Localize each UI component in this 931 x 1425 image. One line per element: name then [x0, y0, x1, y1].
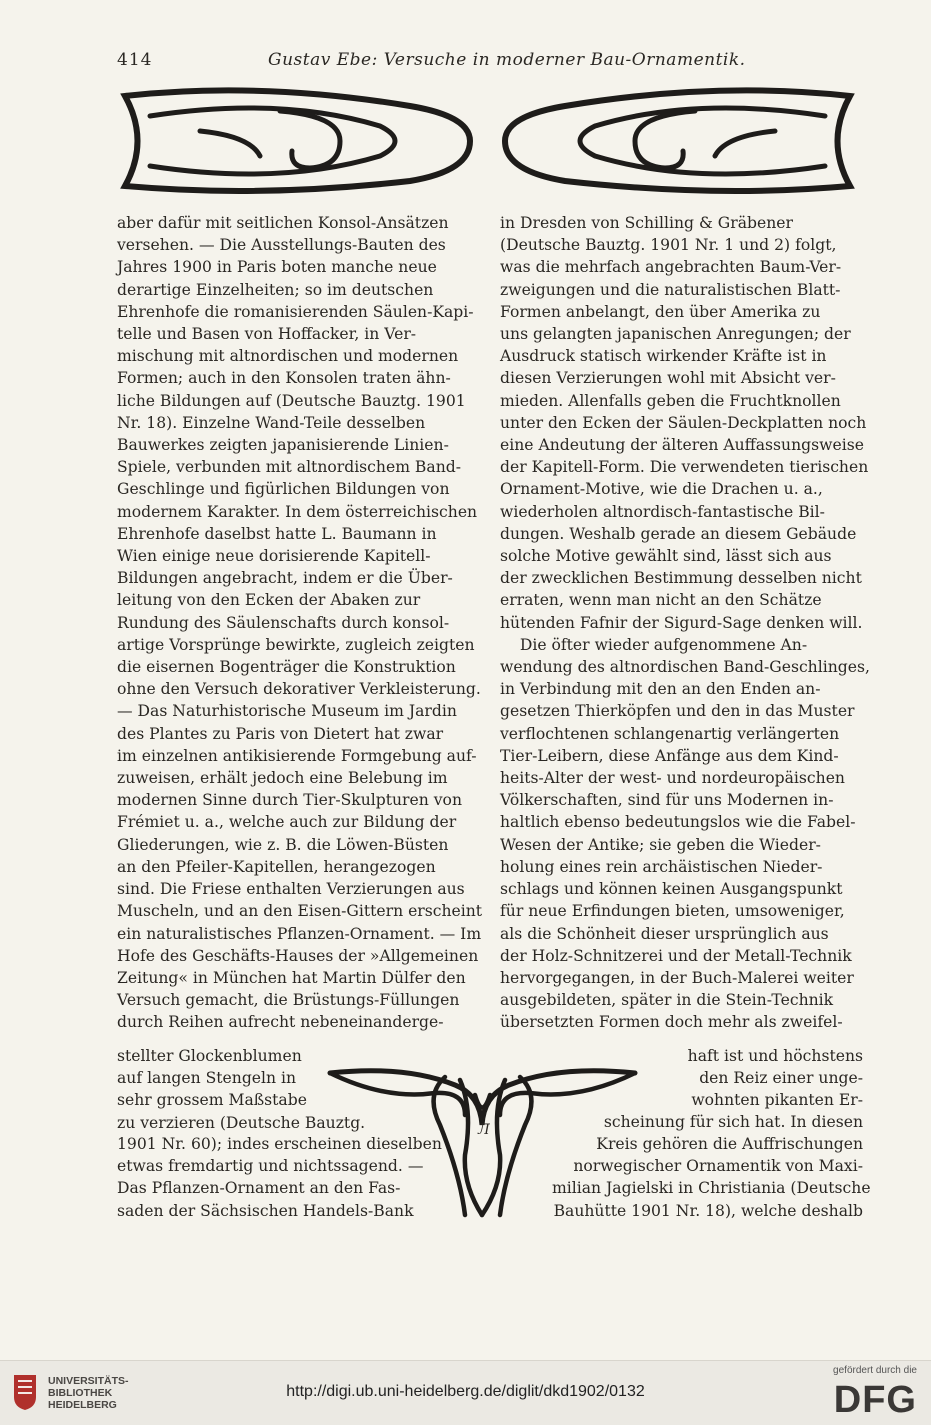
- text-line: hervorgegangen, in der Buch-Malerei weiter: [500, 968, 854, 987]
- running-title: Gustav Ebe: Versuche in moderner Bau-Ornamentik.: [268, 50, 746, 70]
- text-line: ein naturalistisches Pflanzen-Ornament. — Im: [117, 924, 482, 943]
- text-line: derartige Einzelheiten; so im deutschen: [117, 280, 434, 299]
- text-line: Gliederungen, wie z. B. die Löwen-Büsten: [117, 835, 449, 854]
- text-line: leitung von den Ecken der Abaken zur: [117, 591, 421, 610]
- text-line: Bauwerkes zeigten japanisierende Linien-: [117, 436, 449, 455]
- text-line: Versuch gemacht, die Brüstungs-Füllungen: [117, 991, 460, 1010]
- text-line: Kreis gehören die Auffrischungen: [596, 1135, 863, 1153]
- text-line: solche Motive gewählt sind, lässt sich aus: [500, 547, 832, 566]
- text-line: modernen Sinne durch Tier-Skulpturen von: [117, 791, 462, 810]
- text-line: der zwecklichen Bestimmung desselben nicht: [500, 569, 862, 588]
- right-text-column: [500, 212, 870, 1034]
- text-line: zweigungen und die naturalistischen Blatt-: [500, 280, 841, 299]
- text-line: etwas fremdartig und nichtssagend. —: [117, 1157, 424, 1176]
- text-line: des Plantes zu Paris von Dietert hat zwar: [117, 724, 444, 743]
- text-line: holung eines rein archäistischen Nieder-: [500, 857, 823, 876]
- text-line: Völkerschaften, sind für uns Modernen in-: [500, 791, 834, 810]
- text-line: haft ist und höchstens: [687, 1047, 863, 1065]
- text-line: (Deutsche Bauztg. 1901 Nr. 1 und 2) folgt,: [500, 236, 837, 255]
- top-ornament-band: [110, 86, 865, 198]
- text-line: Formen; auch in den Konsolen traten ähn-: [117, 369, 451, 388]
- text-line: der Kapitell-Form. Die verwendeten tierischen: [500, 458, 869, 477]
- text-line: modernem Karakter. In dem österreichischen: [117, 502, 478, 521]
- permalink-url[interactable]: http://digi.ub.uni-heidelberg.de/diglit/dkd1902/0132: [286, 1383, 645, 1400]
- text-line: telle und Basen von Hoffacker, in Ver-: [117, 325, 417, 344]
- text-line: heits-Alter der west- und nordeuropäischen: [500, 769, 845, 788]
- monogram-mark: Л: [478, 1122, 490, 1138]
- text-line: Tier-Leibern, diese Anfänge aus dem Kind-: [500, 746, 839, 765]
- text-line: Nr. 18). Einzelne Wand-Teile desselben: [117, 413, 426, 432]
- text-line: Muscheln, und an den Eisen-Gittern erscheint: [117, 902, 483, 921]
- text-line: ohne den Versuch dekorativer Verkleisterung.: [117, 680, 481, 699]
- text-line: Bauhütte 1901 Nr. 18), welche deshalb: [553, 1201, 863, 1220]
- text-line: wiederholen altnordisch-fantastische Bil-: [500, 502, 825, 521]
- text-line: Geschlinge und figürlichen Bildungen von: [117, 480, 450, 499]
- text-line: haltlich ebenso bedeutungslos wie die Fabel-: [500, 813, 856, 832]
- text-line: zuweisen, erhält jedoch eine Belebung im: [117, 769, 448, 788]
- text-line: milian Jagielski in Christiania (Deutsche: [552, 1179, 871, 1198]
- text-line: Die öfter wieder aufgenommene An-: [500, 635, 808, 654]
- text-line: unter den Ecken der Säulen-Deckplatten noch: [500, 413, 867, 432]
- text-line: zu verzieren (Deutsche Bauztg.: [117, 1113, 366, 1132]
- text-line: norwegischer Ornamentik von Maxi-: [573, 1157, 863, 1176]
- text-line: scheinung für sich hat. In diesen: [603, 1113, 863, 1131]
- text-line: Ehrenhofe die romanisierenden Säulen-Kapi-: [117, 302, 474, 321]
- text-line: in Verbindung mit den an den Enden an-: [500, 680, 821, 699]
- text-line: sind. Die Friese enthalten Verzierungen aus: [117, 880, 465, 899]
- text-line: die eisernen Bogenträger die Konstruktion: [117, 658, 456, 677]
- text-line: wohnten pikanten Er-: [691, 1091, 863, 1110]
- dfg-logo: DFG: [833, 1379, 917, 1421]
- text-line: dungen. Weshalb gerade an diesem Gebäude: [500, 524, 857, 543]
- text-line: Das Pflanzen-Ornament an den Fas-: [117, 1179, 401, 1198]
- page-number: 414: [117, 50, 153, 70]
- text-line: Ornament-Motive, wie die Drachen u. a.,: [500, 480, 823, 499]
- text-line: im einzelnen antikisierende Formgebung auf-: [117, 746, 477, 765]
- text-line: an den Pfeiler-Kapitellen, herangezogen: [117, 857, 436, 876]
- text-line: übersetzten Formen doch mehr als zweifel-: [500, 1013, 843, 1032]
- text-line: in Dresden von Schilling & Gräbener: [500, 214, 793, 232]
- text-line: gesetzen Thierköpfen und den in das Muster: [500, 702, 855, 721]
- text-line: Rundung des Säulenschafts durch konsol-: [117, 613, 450, 632]
- text-line: artige Vorsprünge bewirkte, zugleich zeigten: [117, 635, 475, 654]
- text-line: was die mehrfach angebrachten Baum-Ver-: [500, 258, 842, 277]
- text-line: den Reiz einer unge-: [699, 1069, 863, 1088]
- text-line: ausgebildeten, später in die Stein-Technik: [500, 991, 834, 1010]
- text-line: Bildungen angebracht, indem er die Über-: [117, 569, 453, 588]
- text-line: — Das Naturhistorische Museum im Jardin: [117, 702, 457, 721]
- text-line: auf langen Stengeln in: [117, 1069, 297, 1088]
- left-text-column: [117, 212, 481, 1034]
- text-line: Frémiet u. a., welche auch zur Bildung der: [117, 813, 457, 832]
- text-line: wendung des altnordischen Band-Geschlinges,: [500, 658, 870, 677]
- text-line: Wien einige neue dorisierende Kapitell-: [117, 547, 431, 566]
- text-line: als die Schönheit dieser ursprünglich aus: [500, 924, 829, 943]
- text-line: uns gelangten japanischen Anregungen; der: [500, 325, 851, 344]
- text-line: für neue Erfindungen bieten, umsoweniger,: [500, 902, 845, 921]
- text-line: saden der Sächsischen Handels-Bank: [117, 1201, 414, 1220]
- footer-bar: [0, 1360, 931, 1425]
- funding-caption: gefördert durch die: [833, 1365, 917, 1376]
- text-line: hütenden Fafnir der Sigurd-Sage denken will.: [500, 613, 863, 632]
- text-line: 1901 Nr. 60); indes erscheinen dieselben: [117, 1135, 442, 1153]
- text-line: Spiele, verbunden mit altnordischem Band-: [117, 458, 461, 477]
- center-ornament: [325, 1065, 640, 1220]
- right-wrap-text: [648, 1045, 863, 1112]
- library-name: UNIVERSITÄTS- BIBLIOTHEK HEIDELBERG: [48, 1375, 129, 1411]
- text-line: liche Bildungen auf (Deutsche Bauztg. 1901: [117, 391, 466, 410]
- left-wrap-text: [117, 1045, 366, 1134]
- text-line: diesen Verzierungen wohl mit Absicht ver-: [500, 369, 836, 388]
- text-line: eine Andeutung der älteren Auffassungsweise: [500, 436, 864, 455]
- text-line: der Holz-Schnitzerei und der Metall-Technik: [500, 946, 852, 965]
- text-line: Zeitung« in München hat Martin Dülfer den: [117, 968, 466, 987]
- text-line: stellter Glockenblumen: [117, 1047, 302, 1065]
- text-line: Ehrenhofe daselbst hatte L. Baumann in: [117, 524, 437, 543]
- text-line: schlags und können keinen Ausgangspunkt: [500, 880, 843, 899]
- text-line: erraten, wenn man nicht an den Schätze: [500, 591, 822, 610]
- text-line: Formen anbelangt, den über Amerika zu: [500, 302, 821, 321]
- text-line: mischung mit altnordischen und modernen: [117, 347, 459, 366]
- text-line: mieden. Allenfalls geben die Fruchtknollen: [500, 391, 841, 410]
- text-line: aber dafür mit seitlichen Konsol-Ansätzen: [117, 214, 449, 232]
- text-line: Hofe des Geschäfts-Hauses der »Allgemeinen: [117, 946, 479, 965]
- text-line: verflochtenen schlangenartig verlängerten: [500, 724, 840, 743]
- text-line: sehr grossem Maßstabe: [117, 1091, 307, 1110]
- text-line: Jahres 1900 in Paris boten manche neue: [117, 258, 437, 277]
- text-line: versehen. — Die Ausstellungs-Bauten des: [117, 236, 446, 255]
- text-line: Ausdruck statisch wirkender Kräfte ist in: [500, 347, 827, 366]
- text-line: durch Reihen aufrecht nebeneinanderge-: [117, 1013, 444, 1032]
- text-line: Wesen der Antike; sie geben die Wieder-: [500, 835, 821, 854]
